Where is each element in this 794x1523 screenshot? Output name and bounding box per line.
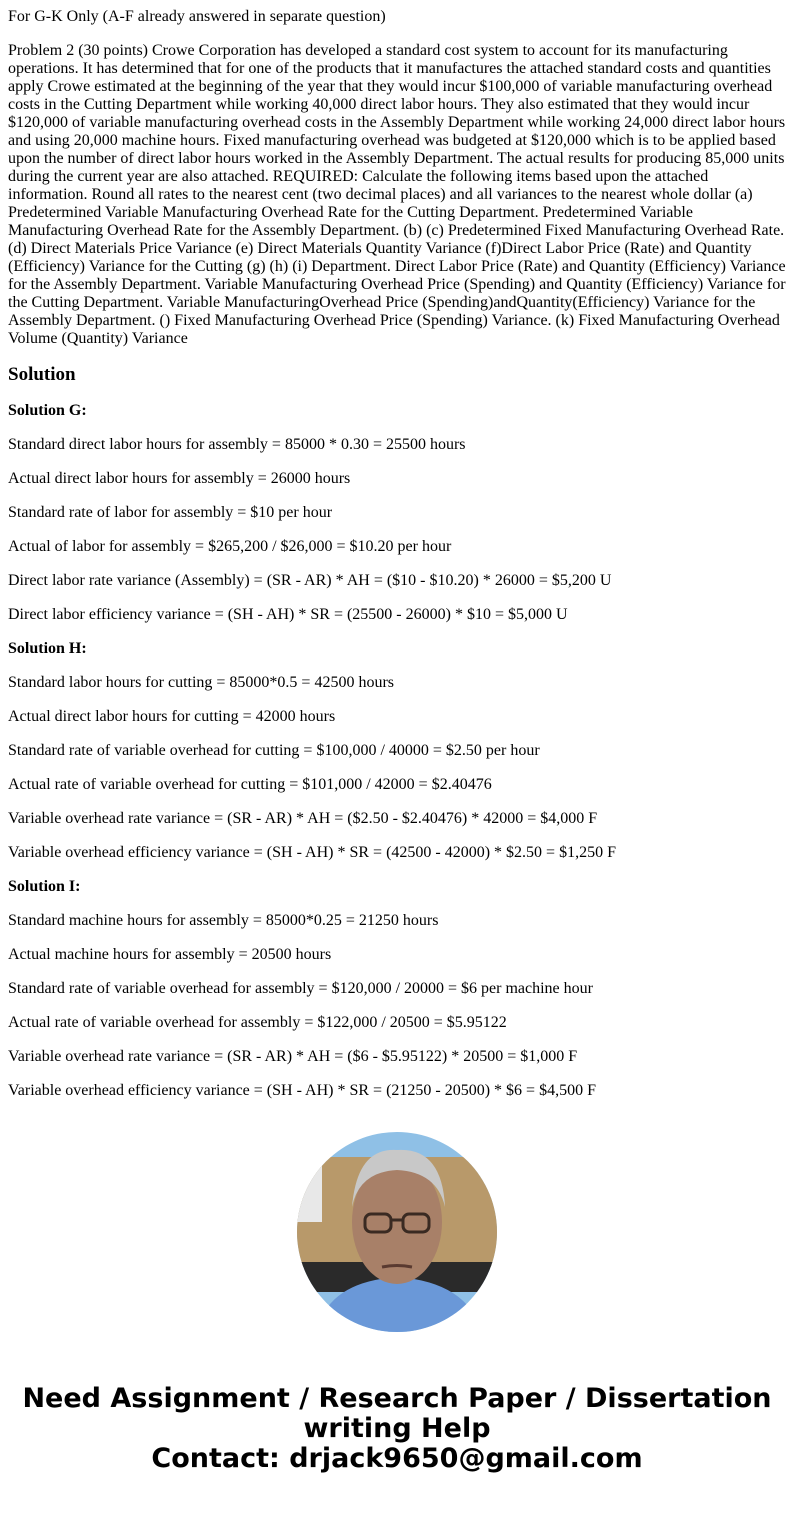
section-title: Solution G: (8, 402, 87, 419)
solution-line: Standard rate of variable overhead for cutting = $100,000 / 40000 = $2.50 per hour (8, 742, 540, 759)
solution-line: Actual direct labor hours for assembly = 26000 hours (8, 470, 351, 487)
solution-line: Variable overhead efficiency variance = (SH - AH) * SR = (42500 - 42000) * $2.50 = $1,250 F (8, 844, 616, 861)
promo-footer (8, 1384, 786, 1474)
solution-line: Actual rate of variable overhead for assembly = $122,000 / 20500 = $5.95122 (8, 1014, 507, 1031)
solution-heading: Solution (8, 364, 76, 385)
solution-line: Actual machine hours for assembly = 20500 hours (8, 946, 332, 963)
solution-section-i (8, 878, 786, 1100)
solution-line: Actual of labor for assembly = $265,200 / $26,000 = $10.20 per hour (8, 538, 452, 555)
solution-line: Standard rate of labor for assembly = $10 per hour (8, 504, 333, 521)
solution-line: Standard labor hours for cutting = 85000*0.5 = 42500 hours (8, 674, 394, 691)
solution-line: Standard rate of variable overhead for assembly = $120,000 / 20000 = $6 per machine hour (8, 980, 593, 997)
author-avatar (297, 1132, 497, 1332)
question-intro: For G-K Only (A-F already answered in separate question) (8, 8, 386, 25)
solution-line: Actual rate of variable overhead for cutting = $101,000 / 42000 = $2.40476 (8, 776, 492, 793)
solution-section-h (8, 640, 786, 862)
author-avatar-container (8, 1132, 786, 1332)
solution-line: Standard direct labor hours for assembly = 85000 * 0.30 = 25500 hours (8, 436, 466, 453)
promo-text: Need Assignment / Research Paper / Dissertation writing Help (22, 1383, 772, 1444)
solution-line: Direct labor rate variance (Assembly) = (SR - AR) * AH = ($10 - $10.20) * 26000 = $5,200 U (8, 572, 612, 589)
solution-line: Direct labor efficiency variance = (SH - AH) * SR = (25500 - 26000) * $10 = $5,000 U (8, 606, 568, 623)
solution-line: Variable overhead rate variance = (SR - AR) * AH = ($6 - $5.95122) * 20500 = $1,000 F (8, 1048, 578, 1065)
problem-text: Problem 2 (30 points) Crowe Corporation has developed a standard cost system to account for its manufacturing operations. It has determined that for one of the products that it manufactures the attached standard costs and quantities apply Crowe estimated at the beginning of the year that they would incur $100,000 of variable manufacturing overhead costs in the Cutting Department while working 40,000 direct labor hours. They also estimated that they would incur $120,000 of variable manufacturing overhead costs in the Assembly Department while working 24,000 direct labor hours and using 20,000 machine hours. Fixed manufacturing overhead was budgeted at $120,000 which is to be applied based upon the number of direct labor hours worked in the Assembly Department. The actual results for producing 85,000 units during the current year are also attached. REQUIRED: Calculate the following items based upon the attached information. Round all rates to the nearest cent (two decimal places) and all variances to the nearest whole dollar (a) Predetermined Variable Manufacturing Overhead Rate for the Cutting Department. Predetermined Variable Manufacturing Overhead Rate for the Assembly Department. (b) (c) Predetermined Fixed Manufacturing Overhead Rate. (d) Direct Materials Price Variance (e) Direct Materials Quantity Variance (f)Direct Labor Price (Rate) and Quantity (Efficiency) Variance for the Cutting (g) (h) (i) Department. Direct Labor Price (Rate) and Quantity (Efficiency) Variance for the Assembly Department. Variable Manufacturing Overhead Price (Spending) and Quantity (Efficiency) Variance for the Cutting Department. Variable ManufacturingOverhead Price (Spending)andQuantity(Efficiency) Variance for the Assembly Department. () Fixed Manufacturing Overhead Price (Spending) Variance. (k) Fixed Manufacturing Overhead Volume (Quantity) Variance (8, 42, 786, 347)
solution-line: Actual direct labor hours for cutting = 42000 hours (8, 708, 336, 725)
solution-line: Variable overhead rate variance = (SR - AR) * AH = ($2.50 - $2.40476) * 42000 = $4,000 F (8, 810, 598, 827)
contact-email: Contact: drjack9650@gmail.com (151, 1443, 643, 1474)
section-title: Solution H: (8, 640, 87, 657)
solution-line: Standard machine hours for assembly = 85000*0.25 = 21250 hours (8, 912, 439, 929)
solution-line: Variable overhead efficiency variance = (SH - AH) * SR = (21250 - 20500) * $6 = $4,500 F (8, 1082, 596, 1099)
section-title: Solution I: (8, 878, 81, 895)
solution-section-g (8, 402, 786, 624)
